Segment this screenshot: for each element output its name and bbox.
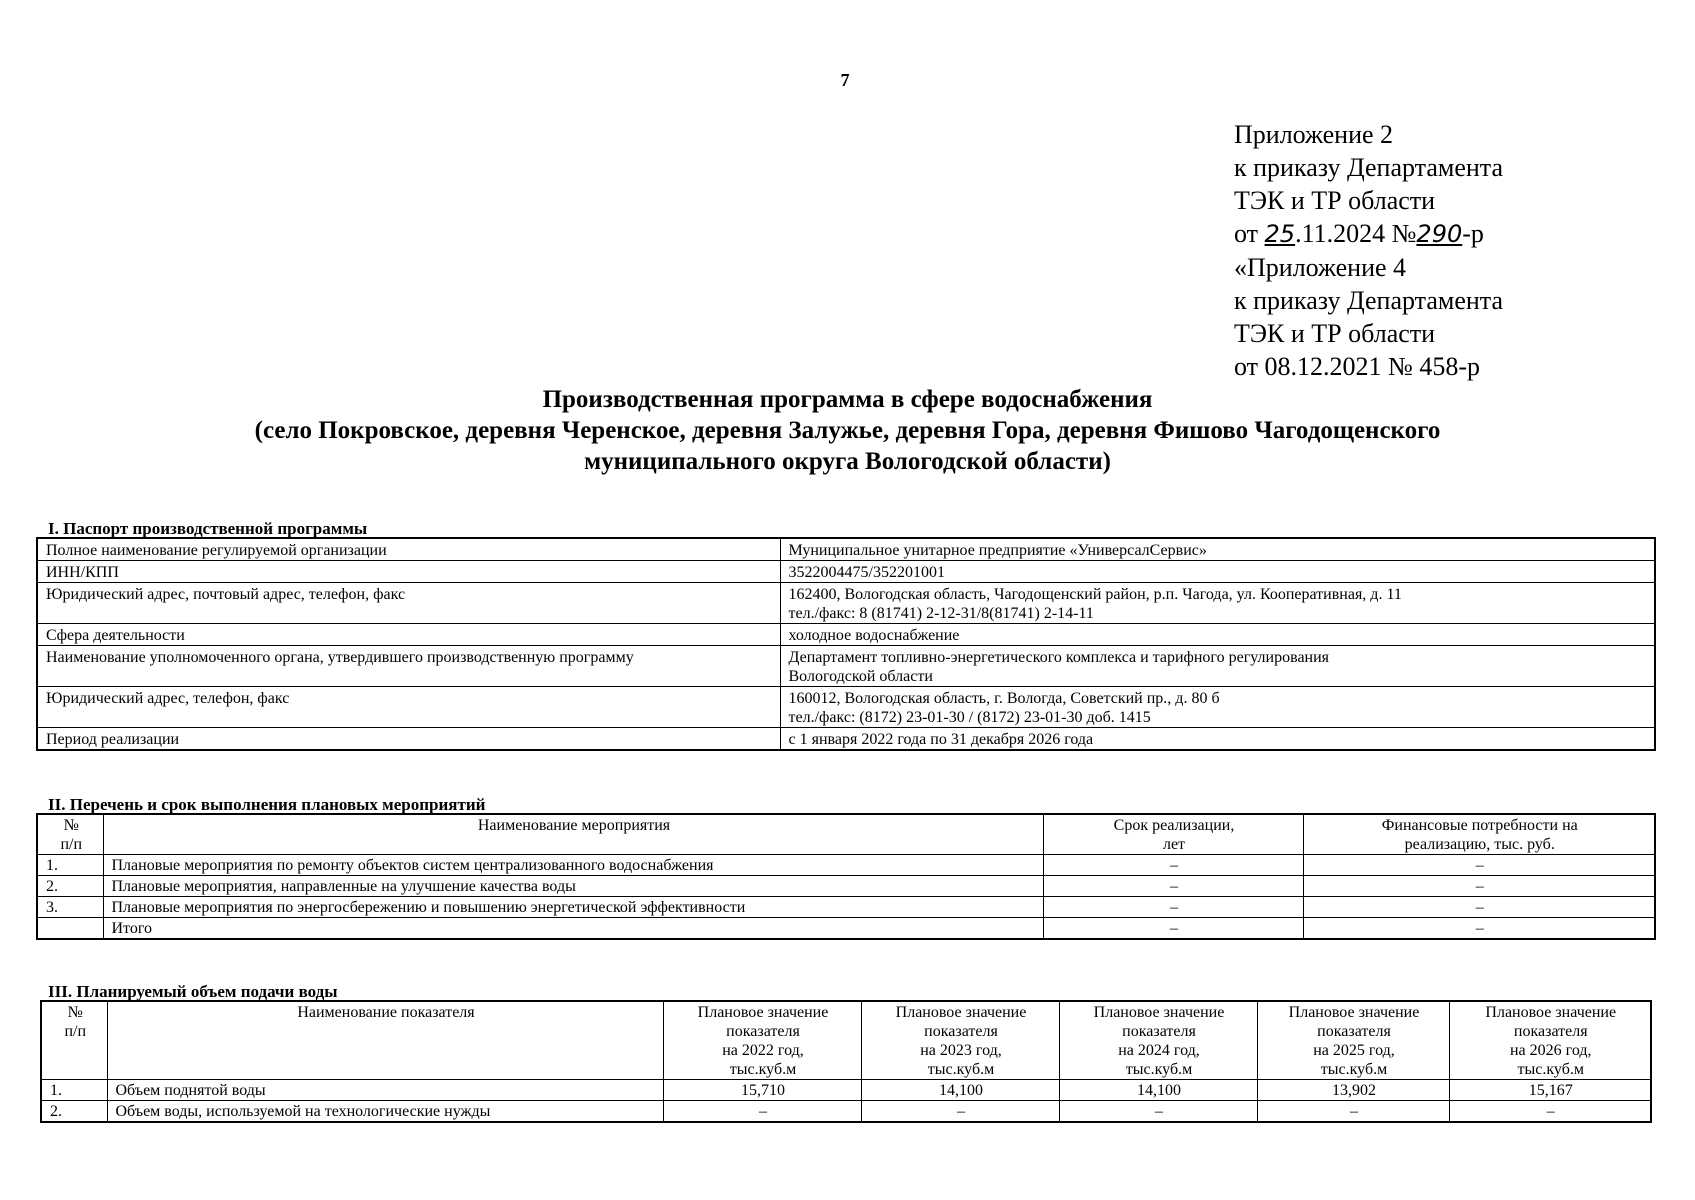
cell-line: Департамент топливно-энергетического комплекса и тарифного регулирования	[788, 649, 1330, 666]
title-line: муниципального округа Вологодской области)	[584, 448, 1111, 475]
cell-line: тел./факс: 8 (81741) 2-12-31/8(81741) 2-14-11	[788, 605, 1094, 622]
table-cell: Юридический адрес, почтовый адрес, телефон, факс	[37, 583, 780, 624]
header-line: реализацию, тыс. руб.	[1404, 836, 1555, 853]
header-line: на 2022 год,	[722, 1042, 804, 1059]
table-cell: 1.	[41, 1080, 107, 1101]
table-cell: Юридический адрес, телефон, факс	[37, 687, 780, 728]
date-prefix: от	[1234, 219, 1265, 248]
table-cell	[780, 646, 1655, 687]
header-line: №	[67, 1004, 83, 1021]
table-cell: Плановые мероприятия по энергосбережению и повышению энергетической эффективности	[103, 897, 1043, 918]
table-cell: 14,100	[861, 1080, 1059, 1101]
header-cell	[1059, 1001, 1257, 1080]
events-table	[36, 813, 1656, 940]
table-cell: 2.	[37, 876, 103, 897]
header-line: п/п	[64, 1023, 87, 1040]
table-cell: –	[861, 1101, 1059, 1123]
table-row	[37, 687, 1655, 728]
header-line: показателя	[924, 1023, 998, 1040]
table-cell: с 1 января 2022 года по 31 декабря 2026 года	[780, 728, 1655, 751]
header-line: №	[63, 817, 79, 834]
table-cell: –	[1303, 897, 1655, 918]
header-line: тыс.куб.м	[1320, 1061, 1388, 1078]
table-cell: –	[1303, 855, 1655, 876]
appendix-date-line	[1234, 217, 1503, 251]
table-cell	[780, 583, 1655, 624]
table-cell: 15,167	[1449, 1080, 1651, 1101]
header-cell	[1257, 1001, 1449, 1080]
table-cell: холодное водоснабжение	[780, 624, 1655, 646]
table-row	[37, 583, 1655, 624]
appendix-block	[1234, 118, 1503, 383]
header-cell	[41, 1001, 107, 1080]
order-suffix: -р	[1462, 219, 1484, 248]
table-row	[37, 728, 1655, 751]
header-line: тыс.куб.м	[1517, 1061, 1584, 1078]
header-line: Плановое значение	[895, 1004, 1027, 1021]
cell-line: 160012, Вологодская область, г. Вологда, Советский пр., д. 80 б	[788, 690, 1220, 707]
table-row	[37, 624, 1655, 646]
header-line: тыс.куб.м	[1125, 1061, 1193, 1078]
header-line: лет	[1162, 836, 1186, 853]
header-line: на 2023 год,	[920, 1042, 1002, 1059]
header-line: показателя	[726, 1023, 800, 1040]
appendix-line: ТЭК и ТР области	[1234, 186, 1436, 215]
header-line: на 2026 год,	[1509, 1042, 1592, 1059]
table-cell: –	[1303, 876, 1655, 897]
table-cell: 15,710	[663, 1080, 861, 1101]
appendix-line: ТЭК и ТР области	[1234, 319, 1436, 348]
document-title	[0, 384, 1695, 477]
table-cell: –	[663, 1101, 861, 1123]
header-line: Финансовые потребности на	[1381, 817, 1578, 834]
handwritten-day: 25	[1264, 220, 1296, 248]
table-row	[37, 646, 1655, 687]
header-line: Плановое значение	[1093, 1004, 1225, 1021]
appendix-line: к приказу Департамента	[1234, 153, 1504, 182]
header-line: на 2024 год,	[1118, 1042, 1200, 1059]
appendix-line: к приказу Департамента	[1234, 286, 1504, 315]
title-line: Производственная программа в сфере водоснабжения	[542, 386, 1153, 413]
table-cell: Плановые мероприятия по ремонту объектов систем централизованного водоснабжения	[103, 855, 1043, 876]
table-cell: Плановые мероприятия, направленные на улучшение качества воды	[103, 876, 1043, 897]
table-row	[37, 855, 1655, 876]
table-cell	[37, 918, 103, 940]
table-cell: 3.	[37, 897, 103, 918]
header-cell	[1449, 1001, 1651, 1080]
table-cell: –	[1043, 855, 1303, 876]
appendix-line: от 08.12.2021 № 458-р	[1234, 352, 1480, 381]
table-row	[37, 876, 1655, 897]
table-cell: ИНН/КПП	[37, 561, 780, 583]
passport-table	[36, 537, 1656, 751]
title-line: (село Покровское, деревня Черенское, деревня Залужье, деревня Гора, деревня Фишово Чагодощенского	[254, 417, 1441, 444]
page-number: 7	[840, 70, 850, 90]
table-cell: –	[1043, 876, 1303, 897]
table-cell: –	[1303, 918, 1655, 940]
table-cell: Итого	[103, 918, 1043, 940]
appendix-line: «Приложение 4	[1234, 253, 1407, 282]
header-cell	[1043, 814, 1303, 855]
table-cell: Наименование уполномоченного органа, утвердившего производственную программу	[37, 646, 780, 687]
header-cell: Наименование показателя	[107, 1001, 663, 1080]
header-line: показателя	[1317, 1023, 1391, 1040]
table-header-row	[41, 1001, 1651, 1080]
table-row	[37, 561, 1655, 583]
header-cell	[37, 814, 103, 855]
table-cell: Полное наименование регулируемой организации	[37, 538, 780, 561]
cell-line: Вологодской области	[788, 668, 933, 685]
table-cell: 14,100	[1059, 1080, 1257, 1101]
handwritten-order-number: 290	[1416, 220, 1463, 248]
header-cell	[861, 1001, 1059, 1080]
date-rest: .11.2024 №	[1295, 219, 1417, 248]
table-cell: 3522004475/352201001	[780, 561, 1655, 583]
header-line: показателя	[1513, 1023, 1588, 1040]
header-line: тыс.куб.м	[729, 1061, 797, 1078]
cell-line: 162400, Вологодская область, Чагодощенский район, р.п. Чагода, ул. Кооперативная, д. 11	[788, 586, 1402, 603]
header-line: Плановое значение	[1485, 1004, 1617, 1021]
header-line: п/п	[60, 836, 83, 853]
section3-title: III. Планируемый объем подачи воды	[48, 982, 338, 1001]
table-cell: Период реализации	[37, 728, 780, 751]
table-cell: –	[1449, 1101, 1651, 1123]
table-cell: –	[1043, 918, 1303, 940]
table-row	[37, 918, 1655, 940]
header-cell	[663, 1001, 861, 1080]
table-row	[37, 897, 1655, 918]
table-cell: Муниципальное унитарное предприятие «УниверсалСервис»	[780, 538, 1655, 561]
header-cell: Наименование мероприятия	[103, 814, 1043, 855]
cell-line: тел./факс: (8172) 23-01-30 / (8172) 23-01-30 доб. 1415	[788, 709, 1151, 726]
section1-title: I. Паспорт производственной программы	[48, 519, 368, 538]
table-header-row	[37, 814, 1655, 855]
table-row	[37, 538, 1655, 561]
header-line: Плановое значение	[697, 1004, 829, 1021]
table-cell: 13,902	[1257, 1080, 1449, 1101]
table-cell	[780, 687, 1655, 728]
table-cell: –	[1257, 1101, 1449, 1123]
table-cell: 1.	[37, 855, 103, 876]
volume-table	[40, 1000, 1652, 1123]
table-cell: –	[1059, 1101, 1257, 1123]
table-row	[41, 1080, 1651, 1101]
table-cell: –	[1043, 897, 1303, 918]
header-cell	[1303, 814, 1655, 855]
header-line: Плановое значение	[1288, 1004, 1420, 1021]
header-line: тыс.куб.м	[927, 1061, 995, 1078]
appendix-line: Приложение 2	[1234, 120, 1394, 149]
header-line: на 2025 год,	[1313, 1042, 1395, 1059]
table-row	[41, 1101, 1651, 1123]
table-cell: Объем поднятой воды	[107, 1080, 663, 1101]
header-line: Срок реализации,	[1113, 817, 1235, 834]
table-cell: Сфера деятельности	[37, 624, 780, 646]
table-cell: 2.	[41, 1101, 107, 1123]
header-line: показателя	[1122, 1023, 1196, 1040]
table-cell: Объем воды, используемой на технологические нужды	[107, 1101, 663, 1123]
section2-title: II. Перечень и срок выполнения плановых мероприятий	[48, 795, 486, 814]
